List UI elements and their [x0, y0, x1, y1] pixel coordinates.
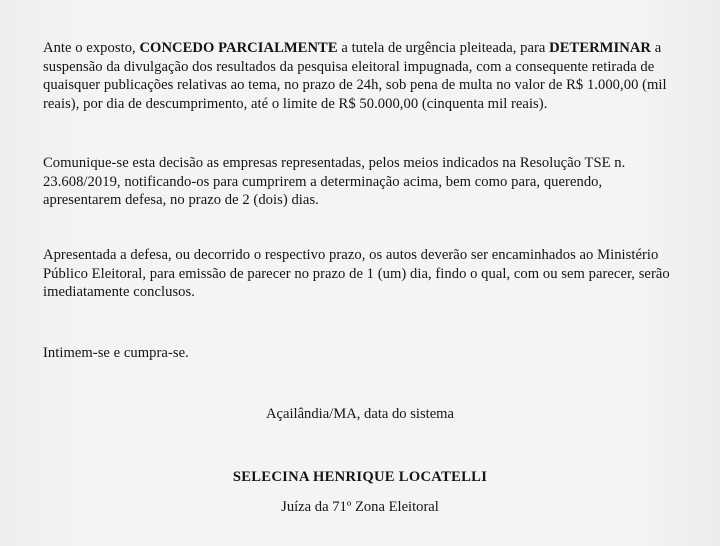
- decision-text-1: Ante o exposto,: [43, 40, 140, 56]
- communication-paragraph: Comunique-se esta decisão as empresas representadas, pelos meios indicados na Resolução TSE n. 23.608/2019, notificando-os para cumprirem a determinação acima, bem como para, querendo, apresentarem defesa, no prazo de 2 (dois) dias.: [43, 155, 626, 208]
- decision-text-2: a tutela de urgência pleiteada, para: [337, 40, 550, 56]
- defense-paragraph: Apresentada a defesa, ou decorrido o respectivo prazo, os autos deverão ser encaminhados ao Ministério Público Eleitoral, para emissão de parecer no prazo de 1 (um) dia, findo o qual, com ou sem parecer, serão imediatamente conclusos.: [43, 247, 670, 300]
- signer-role: Juíza da 71º Zona Eleitoral: [281, 499, 439, 515]
- place-date: Açailândia/MA, data do sistema: [265, 406, 455, 422]
- decision-bold-concedo: CONCEDO PARCIALMENTE: [139, 40, 338, 56]
- signer-name: SELECINA HENRIQUE LOCATELLI: [232, 469, 488, 485]
- decision-text-3: a suspensão da divulgação dos resultados da pesquisa eleitoral impugnada, com a consequente retirada de quaisquer publicações relativas ao tema, no prazo de 24h, sob pena de multa no valor de R$ 1.000,00 (mil reais), por dia de descumprimento, até o limite de R$ 50.000,00 (cinquenta mil reais).: [43, 40, 667, 112]
- decision-bold-determinar: DETERMINAR: [549, 40, 652, 56]
- decision-paragraph: [43, 39, 683, 113]
- closing-paragraph: Intimem-se e cumpra-se.: [43, 345, 189, 361]
